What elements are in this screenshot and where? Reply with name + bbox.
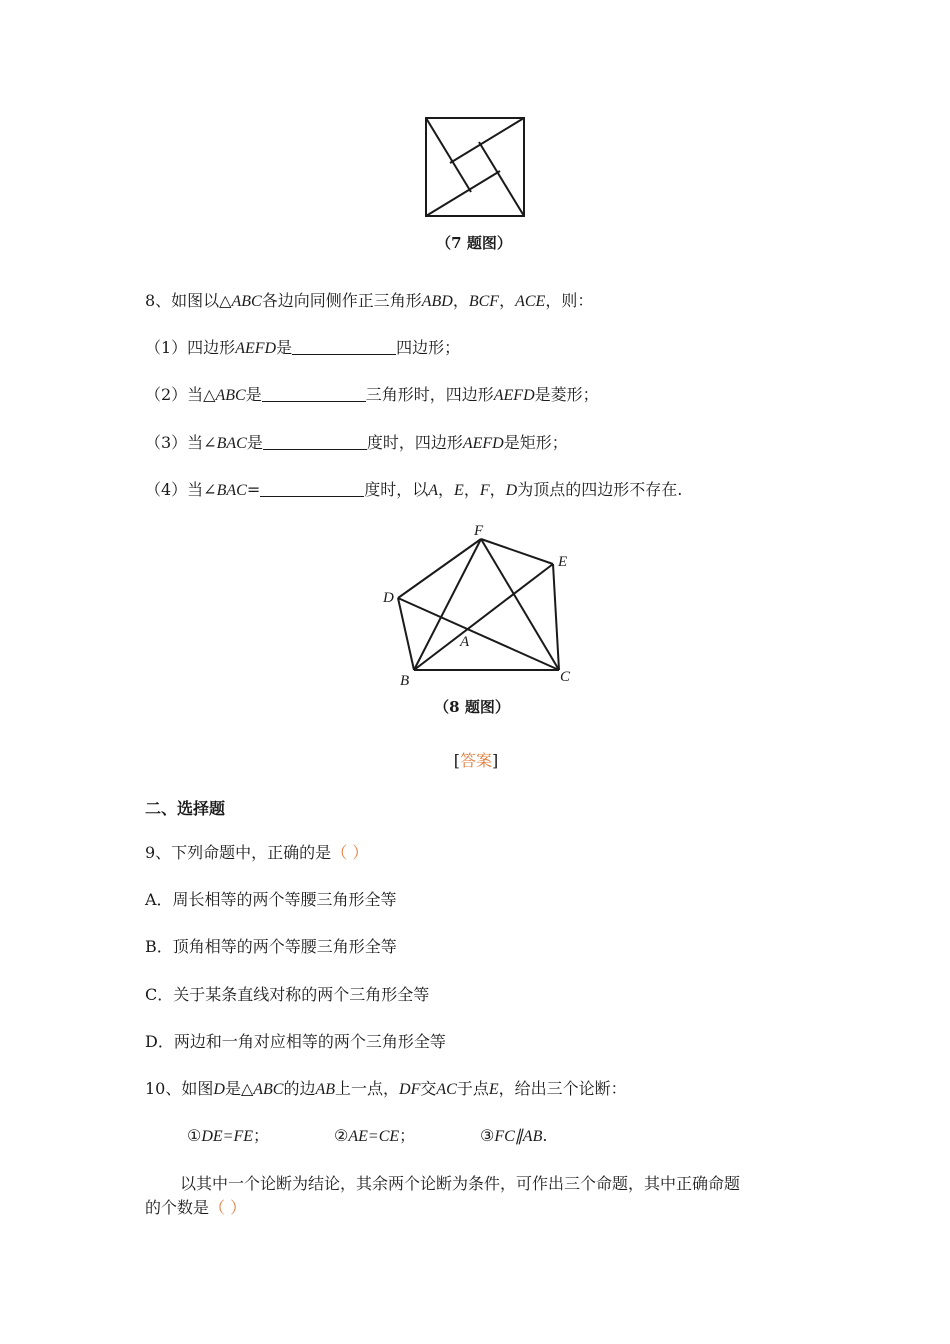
fig8-label-C: C <box>560 669 571 685</box>
answer-blank[interactable] <box>260 480 364 497</box>
q10-stem: 10、如图D是△ABC的边AB上一点，DF交AC于点E，给出三个论断： <box>145 1079 627 1098</box>
fig8-label-D: D <box>383 590 394 606</box>
q10-claim-2: ②AE=CE； <box>334 1126 416 1145</box>
q9-stem: 9、下列命题中，正确的是（ ） <box>145 843 369 862</box>
fig8-segment-FE <box>481 539 553 564</box>
q9-option-b: B．顶角相等的两个等腰三角形全等 <box>145 937 397 956</box>
fig8-segment-FC <box>481 539 559 670</box>
section-title: 二、选择题 <box>145 799 226 818</box>
answer-blank[interactable] <box>262 385 366 402</box>
fig8-segment-DF <box>398 539 481 598</box>
q10-paragraph-line-2: 的个数是（ ） <box>145 1198 247 1217</box>
figure-7 <box>420 112 532 224</box>
fig8-segment-BE <box>414 564 553 670</box>
fig7-outer-square <box>426 118 524 216</box>
figure-8 <box>370 518 580 690</box>
q9-option-c: C．关于某条直线对称的两个三角形全等 <box>145 985 430 1004</box>
q8-part-2: （2）当△ABC是 三角形时，四边形AEFD是菱形； <box>145 385 599 404</box>
answer-blank[interactable] <box>263 433 367 450</box>
fig8-label-E: E <box>558 554 568 570</box>
q10-claim-1: ①DE=FE； <box>187 1126 270 1145</box>
fig8-segment-BF <box>414 539 481 670</box>
fig8-label-A: A <box>460 634 470 650</box>
answer-paren[interactable]: （ ） <box>209 1198 247 1217</box>
fig8-label-F: F <box>474 523 484 539</box>
q9-option-a: A．周长相等的两个等腰三角形全等 <box>145 890 397 909</box>
q10-paragraph-line-1: 以其中一个论断为结论，其余两个论断为条件，可作出三个命题，其中正确命题 <box>180 1174 741 1193</box>
answer-blank[interactable] <box>292 338 396 355</box>
fig8-label-B: B <box>400 673 410 689</box>
fig8-segment-EC <box>553 564 559 670</box>
answer-link[interactable]: 答案 <box>459 751 492 770</box>
fig8-caption: （8 题图） <box>434 698 510 716</box>
q8-part-4: （4）当∠BAC= 度时，以A，E，F，D为顶点的四边形不存在. <box>145 480 683 499</box>
q9-option-d: D．两边和一角对应相等的两个三角形全等 <box>145 1032 446 1051</box>
q10-claim-3: ③FC∥AB. <box>480 1126 548 1145</box>
q8-part-1: （1）四边形AEFD是 四边形； <box>145 338 461 357</box>
fig7-caption: （7 题图） <box>436 234 512 252</box>
answer-link-wrapper: [答案] <box>453 751 499 770</box>
fig8-segment-BD <box>398 598 414 670</box>
q8-stem: 8、如图以△ABC各边向同侧作正三角形ABD，BCF，ACE，则： <box>145 291 594 310</box>
answer-paren[interactable]: （ ） <box>331 843 369 862</box>
q8-part-3: （3）当∠BAC是 度时，四边形AEFD是矩形； <box>145 433 568 452</box>
fig8-segment-DC <box>398 598 559 670</box>
